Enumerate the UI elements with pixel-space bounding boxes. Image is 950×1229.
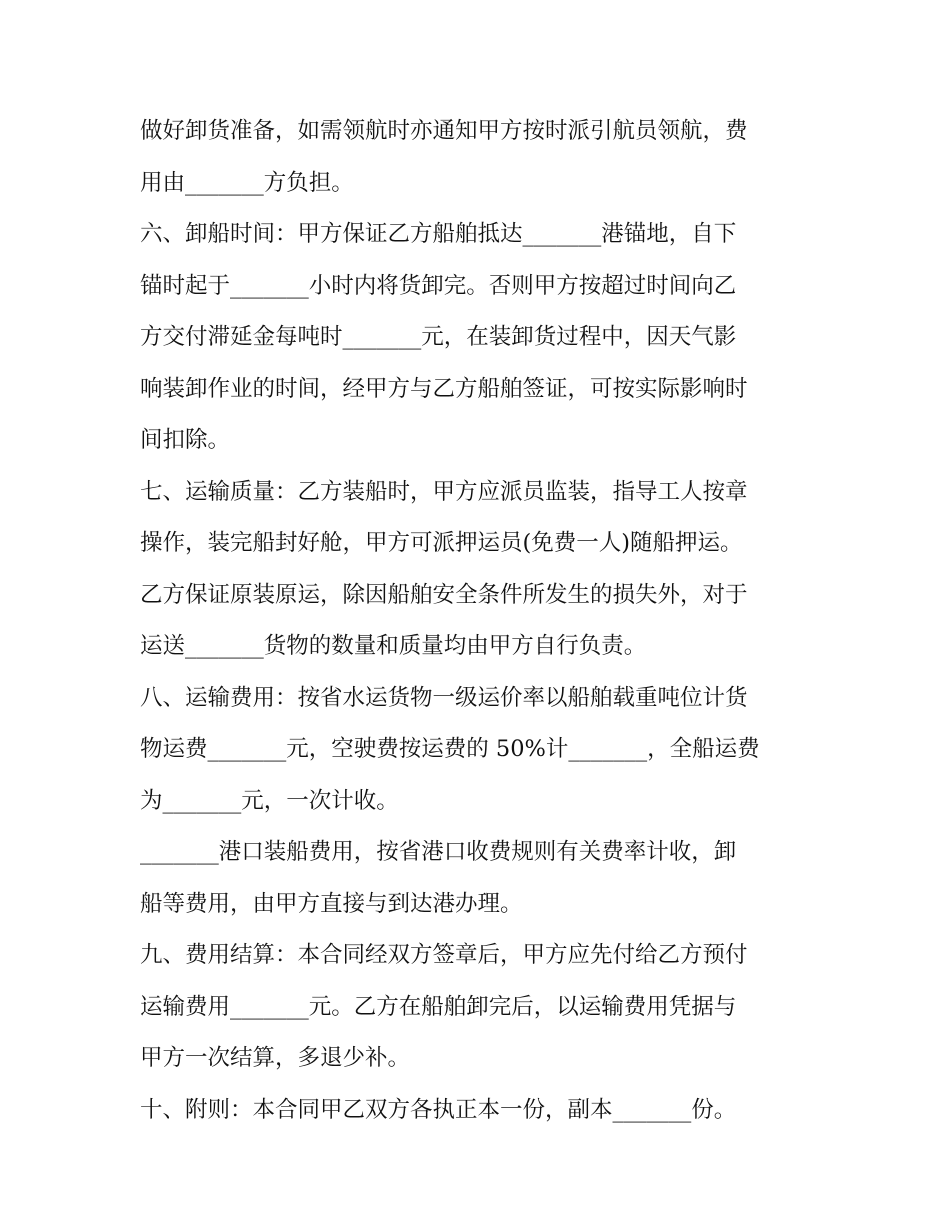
text-line: 用由_______方负担。 <box>140 169 354 196</box>
text-line: _______港口装船费用，按省港口收费规则有关费率计收，卸 <box>140 839 737 865</box>
text-line: 锚时起于_______小时内将货卸完。否则甲方按超过时间向乙 <box>140 272 737 299</box>
text-line: 六、卸船时间：甲方保证乙方船舶抵达_______港锚地，自下 <box>140 221 737 247</box>
text-line: 运输费用_______元。乙方在船舶卸完后，以运输费用凭据与 <box>140 993 737 1020</box>
text-line: 九、费用结算：本合同经双方签章后，甲方应先付给乙方预付 <box>140 942 748 968</box>
text-line: 响装卸作业的时间，经甲方与乙方船舶签证，可按实际影响时 <box>140 375 748 402</box>
text-line: 运送_______货物的数量和质量均由甲方自行负责。 <box>140 633 647 659</box>
text-line: 八、运输费用：按省水运货物一级运价率以船舶载重吨位计货 <box>140 684 748 711</box>
text-line: 十、附则：本合同甲乙双方各执正本一份，副本_______份。 <box>140 1096 737 1123</box>
text-line: 为_______元，一次计收。 <box>140 787 399 814</box>
text-line: 甲方一次结算，多退少补。 <box>140 1045 411 1071</box>
text-line: 方交付滞延金每吨时_______元，在装卸货过程中，因天气影 <box>140 324 737 350</box>
text-line: 做好卸货准备，如需领航时亦通知甲方按时派引航员领航，费 <box>140 118 748 144</box>
document-body <box>140 106 820 1136</box>
text-line: 间扣除。 <box>140 427 231 453</box>
text-line: 乙方保证原装原运，除因船舶安全条件所发生的损失外，对于 <box>140 581 748 608</box>
text-line: 操作，装完船封好舱，甲方可派押运员(免费一人)随船押运。 <box>140 530 743 556</box>
text-line: 七、运输质量：乙方装船时，甲方应派员监装，指导工人按章 <box>140 478 748 505</box>
text-line: 物运费_______元，空驶费按运费的 50%计_______，全船运费 <box>140 736 760 762</box>
text-line: 船等费用，由甲方直接与到达港办理。 <box>140 890 523 917</box>
